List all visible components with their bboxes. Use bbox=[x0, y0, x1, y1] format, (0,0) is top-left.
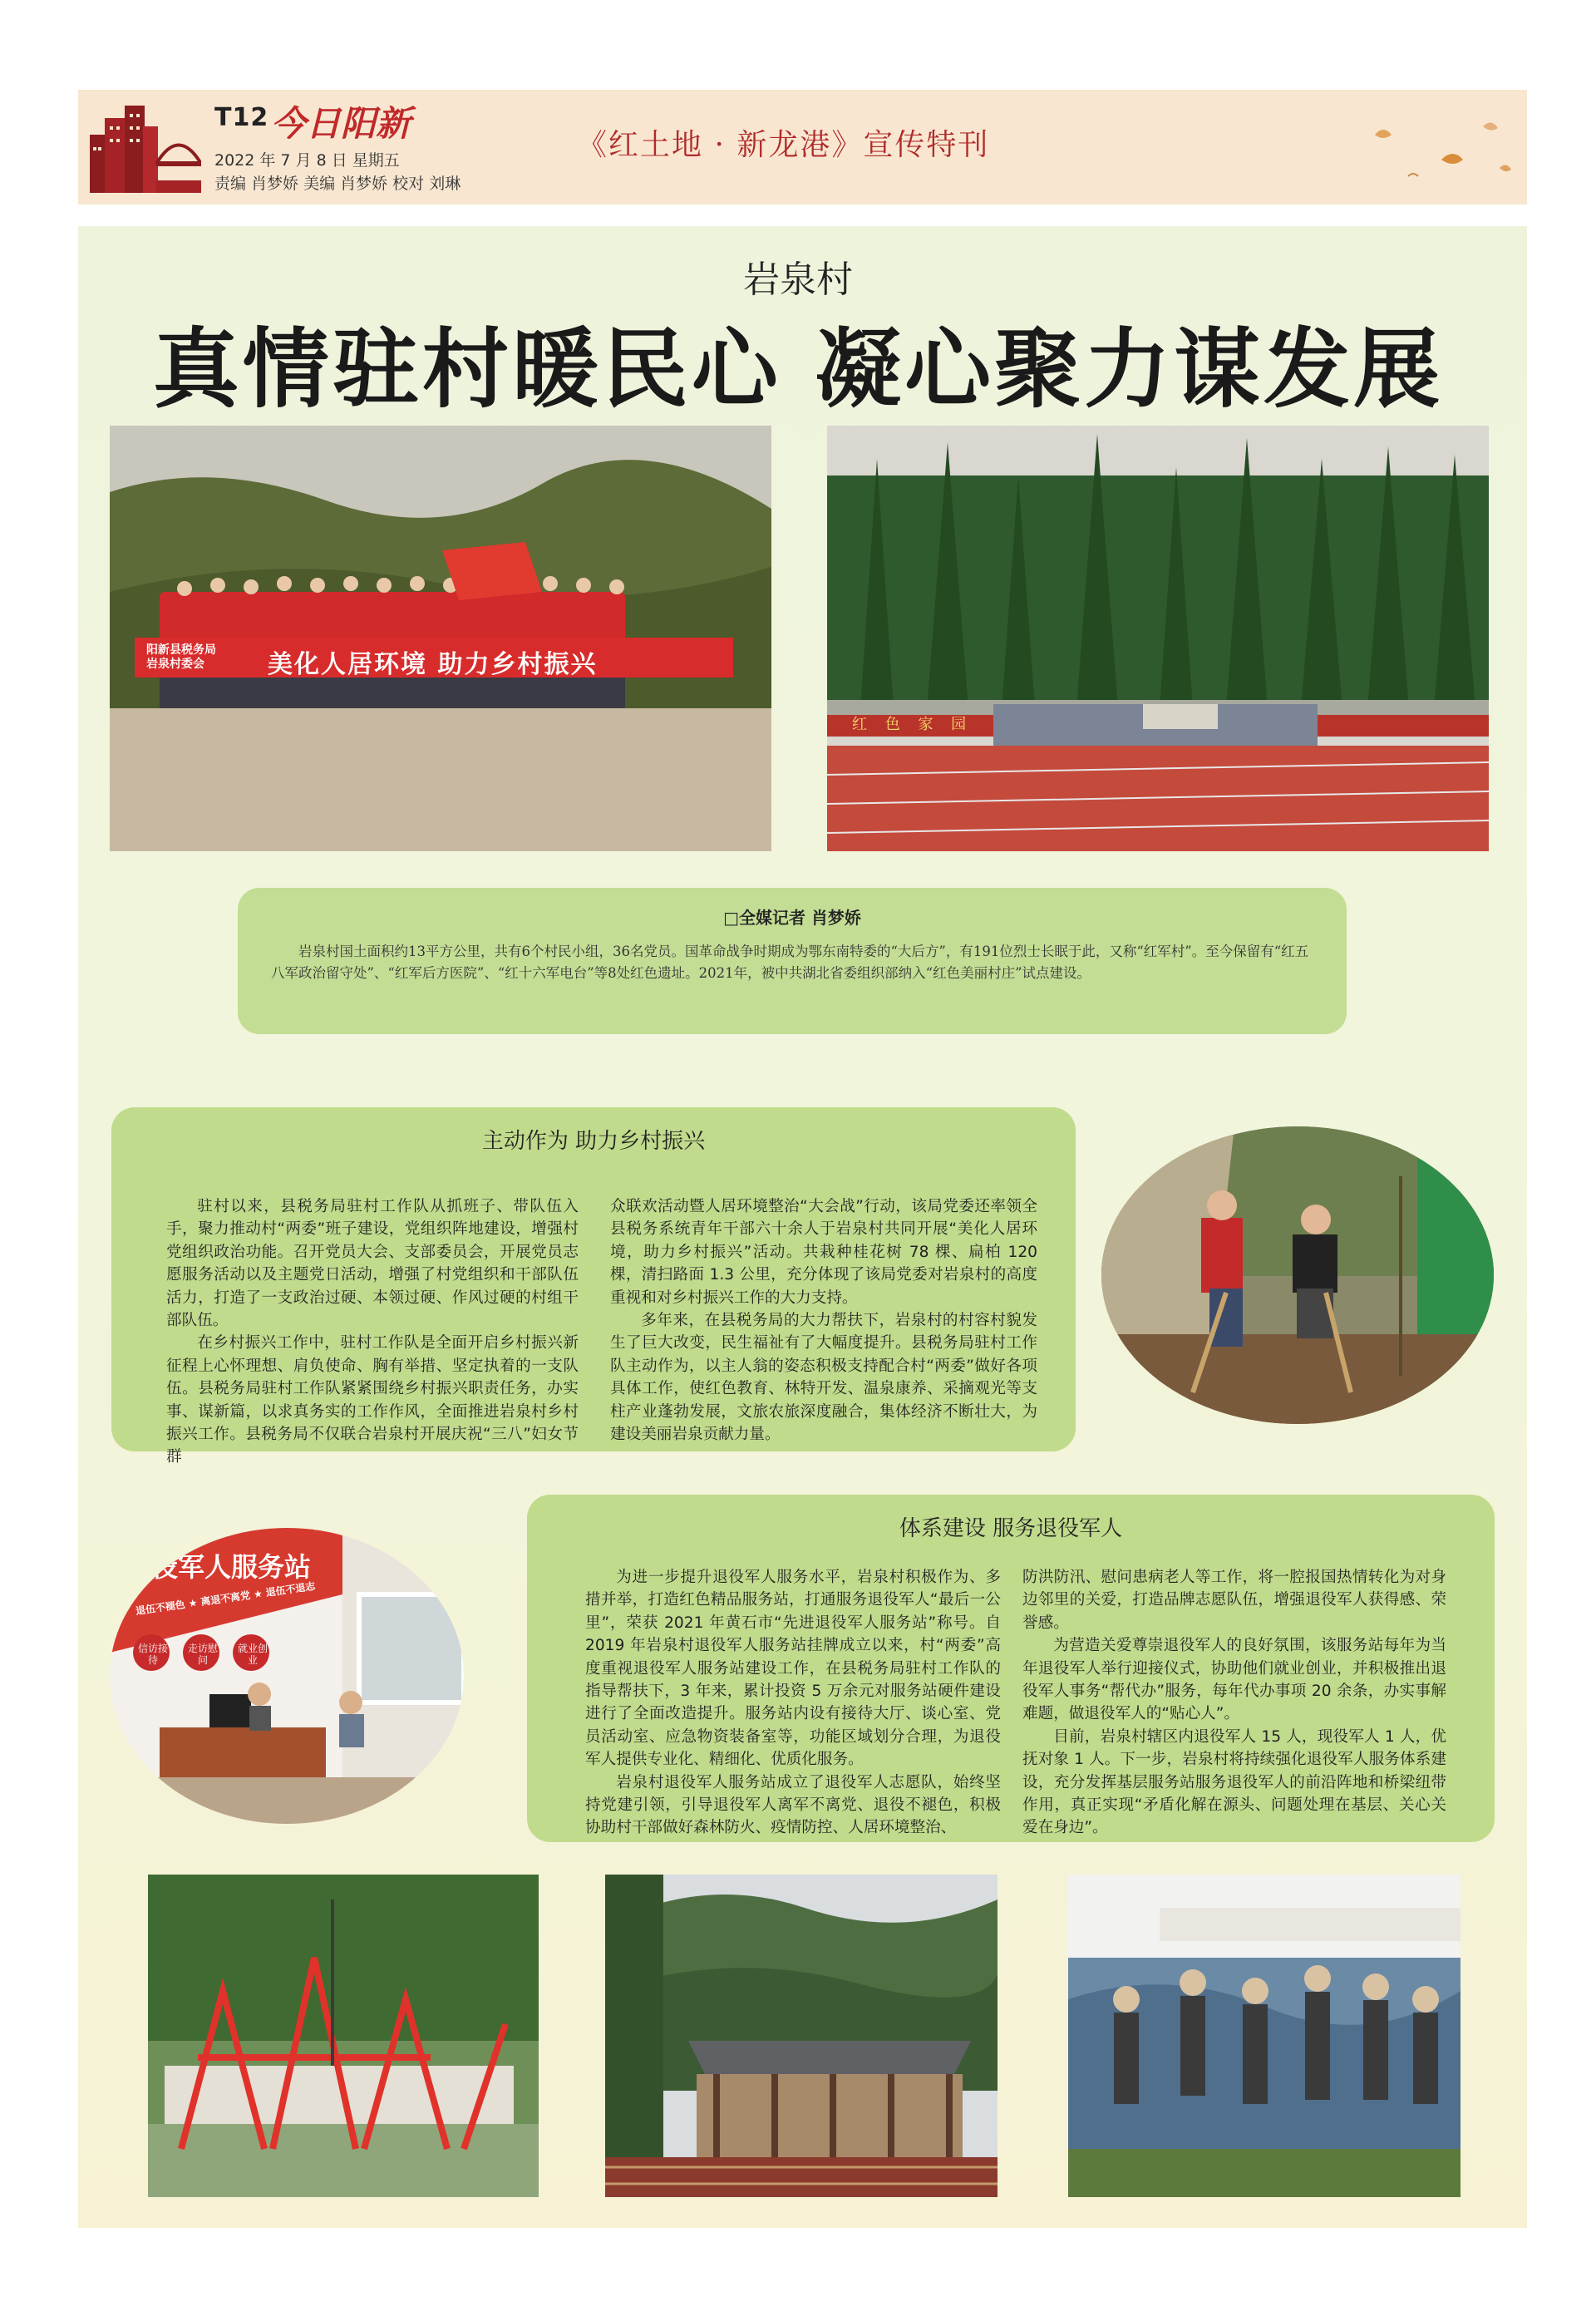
section2-column-left bbox=[585, 1566, 1001, 1840]
service-station-motto: 退伍不褪色 ★ 离退不离党 ★ 退伍不退志 bbox=[135, 1579, 317, 1618]
section-title: 体系建设 服务退役军人 bbox=[899, 1516, 1123, 1541]
paragraph: 为进一步提升退役军人服务水平，岩泉村积极作为、多措并举，打造红色精品服务站，打通服务退役军人“最后一公里”，荣获 2021 年黄石市“先进退役军人服务站”称号。自 2019 年岩泉村退役军人服务站挂牌成立以来，村“两委”高度重视退役军人服务站建设工作，在县税务局驻村工作队的指导帮扶下，3 年来，累计投资 5 万余元对服务站硬件建设进行了全面改造提升。服务站内设有接待大厅、谈心室、党员活动室、应急物资装备室等，功能区域划分合理，为退役军人提供专业化、精细化、优质化服务。 bbox=[585, 1569, 1001, 1769]
intro-paragraph: 岩泉村国土面积约13平方公里，共有6个村民小组，36名党员。国革命战争时期成为鄂东南特委的“大后方”，有191位烈士长眠于此，又称“红军村”。至今保留有“红五八军政治留守处”、“红军后方医院”、“红十六军电台”等8处红色遗址。2021年，被中共湖北省委组织部纳入“红色美丽村庄”试点建设。 bbox=[271, 944, 1309, 981]
page-header bbox=[78, 90, 1527, 204]
editor-credits: 责编 肖梦娇 美编 肖梦娇 校对 刘琳 bbox=[214, 175, 461, 193]
paragraph: 驻村以来，县税务局驻村工作队从抓班子、带队伍入手，聚力推动村“两委”班子建设，党组织阵地建设，增强村党组织政治功能。召开党员大会、支部委员会，开展党员志愿服务活动以及主题党日活动，增强了村党组织和干部队伍活力，打造了一支政治过硬、本领过硬、作风过硬的村组干部队伍。 bbox=[166, 1198, 579, 1330]
pavilion-mountain-photo bbox=[605, 1875, 998, 2197]
banner-slogan: 美化人居环境 助力乡村振兴 bbox=[268, 650, 598, 679]
badge-reception: 信访接待 bbox=[137, 1643, 168, 1666]
falling-leaves-decoration bbox=[1358, 101, 1525, 193]
paragraph: 岩泉村退役军人服务站成立了退役军人志愿队，始终坚持党建引领，引导退役军人离军不离党、退役不褪色，积极协助村干部做好森林防火、疫情防控、人居环境整治、 bbox=[585, 1773, 1001, 1837]
byline: □全媒记者 肖梦娇 bbox=[723, 908, 861, 928]
tree-planting-photo bbox=[1101, 1126, 1494, 1424]
soldiers-mural-photo bbox=[1068, 1875, 1461, 2197]
veterans-service-station-photo bbox=[110, 1528, 464, 1824]
paragraph: 在乡村振兴工作中，驻村工作队是全面开启乡村振兴新征程上心怀理想、肩负使命、胸有举措、坚定执着的一支队伍。县税务局驻村工作队紧紧围绕乡村振兴职责任务，办实事、谋新篇，以求真务实的工作作风，全面推进岩泉村乡村振兴工作。县税务局不仅联合岩泉村开展庆祝“三八”妇女节群 bbox=[166, 1334, 579, 1466]
newspaper-name: 今日阳新 bbox=[271, 103, 411, 144]
special-issue-title: 《红土地 · 新龙港》宣传特刊 bbox=[577, 128, 990, 162]
page-number: T12 bbox=[214, 103, 269, 132]
field-wall-lettering: 红 色 家 园 bbox=[852, 716, 973, 733]
paragraph: 防洪防汛、慰问患病老人等工作，将一腔报国热情转化为对身边邻里的关爱，打造品牌志愿队伍，增强退役军人获得感、荣誉感。 bbox=[1022, 1569, 1446, 1632]
issue-date: 2022 年 7 月 8 日 星期五 bbox=[214, 151, 400, 170]
banner-org-names: 阳新县税务局 岩泉村委会 bbox=[146, 643, 216, 671]
badge-visits: 走访慰问 bbox=[187, 1643, 218, 1666]
section-veterans-service bbox=[527, 1495, 1495, 1842]
paragraph: 众联欢活动暨人居环境整治“大会战”行动，该局党委还率领全县税务系统青年干部六十余人于岩泉村共同开展“美化人居环境，助力乡村振兴”活动。共栽种桂花树 78 棵、扁柏 120 棵，清扫路面 1.3 公里，充分体现了该局党委对岩泉村的高度重视和对乡村振兴工作的大力支持。 bbox=[610, 1198, 1037, 1307]
article-kicker: 岩泉村 bbox=[743, 259, 853, 301]
section1-column-right bbox=[610, 1195, 1037, 1446]
article-headline: 真情驻村暖民心 凝心聚力谋发展 bbox=[152, 318, 1444, 420]
city-buildings-logo bbox=[90, 101, 201, 193]
section-title: 主动作为 助力乡村振兴 bbox=[481, 1129, 706, 1154]
section-rural-revitalization bbox=[111, 1107, 1076, 1466]
paragraph: 多年来，在县税务局的大力帮扶下，岩泉村的村容村貌发生了巨大改变，民生福祉有了大幅度提升。县税务局驻村工作队主动作为，以主人翁的姿态积极支持配合村“两委”做好各项具体工作，使红色教育、林特开发、温泉康养、采摘观光等支柱产业蓬勃发展，文旅农旅深度融合，集体经济不断壮大，为建设美丽岩泉贡献力量。 bbox=[610, 1312, 1037, 1444]
paragraph: 为营造关爱尊崇退役军人的良好氛围，该服务站每年为当年退役军人举行迎接仪式，协助他们就业创业，并积极推出退役军人事务“帮代办”服务，每年代办事项 20 余条，办实事解难题，做退役军人的“贴心人”。 bbox=[1022, 1637, 1446, 1723]
section1-column-left bbox=[166, 1195, 579, 1469]
group-photo-volunteers bbox=[110, 426, 771, 851]
section2-column-right bbox=[1022, 1566, 1446, 1840]
red-memorial-park-photo bbox=[827, 426, 1489, 851]
red-star-sculpture-photo bbox=[148, 1875, 539, 2197]
service-station-sign-title: 役军人服务站 bbox=[151, 1551, 312, 1583]
badge-employment: 就业创业 bbox=[237, 1643, 268, 1666]
intro-box bbox=[238, 888, 1347, 1034]
paragraph: 目前，岩泉村辖区内退役军人 15 人，现役军人 1 人，优抚对象 1 人。下一步，岩泉村将持续强化退役军人服务体系建设，充分发挥基层服务站服务退役军人的前沿阵地和桥梁纽带作用，真正实现“矛盾化解在源头、问题处理在基层、关心关爱在身边”。 bbox=[1022, 1727, 1446, 1837]
